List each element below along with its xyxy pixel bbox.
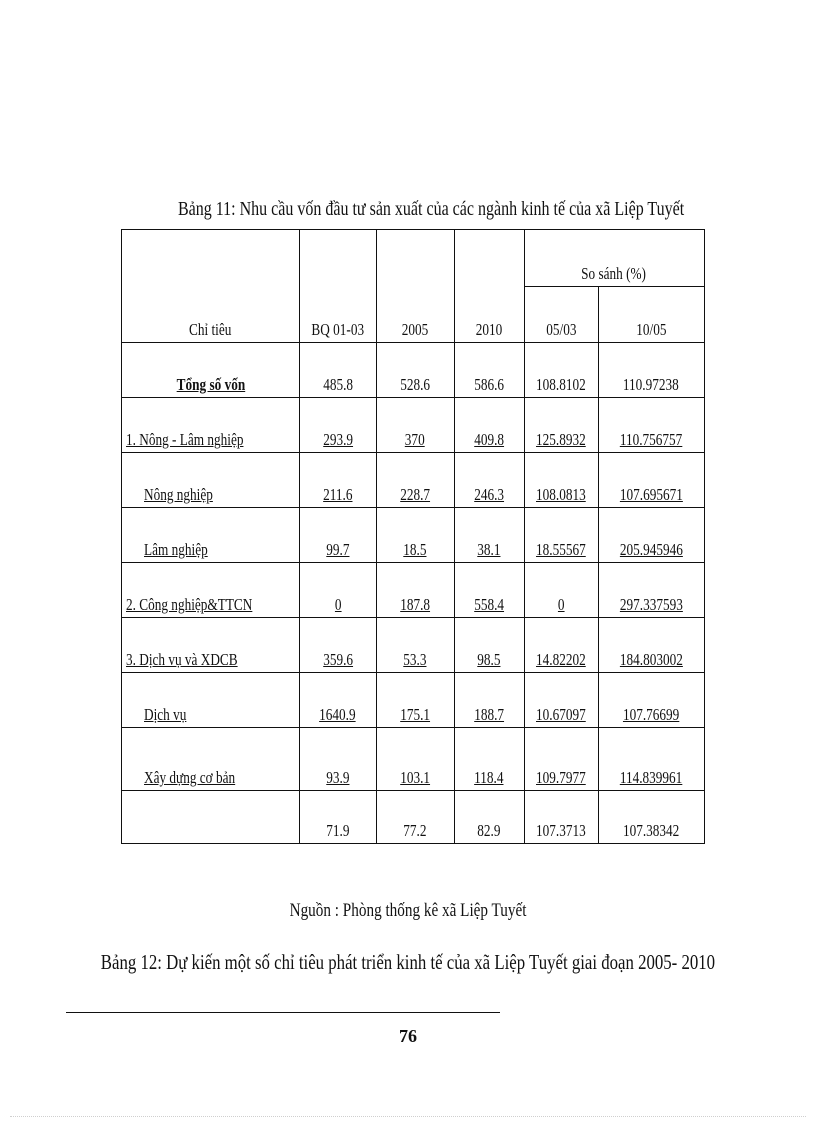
- table-12-title: Bảng 12: Dự kiến một số chỉ tiêu phát triển kinh tế của xã Liệp Tuyết giai đoạn 2005- 2010: [100, 950, 716, 974]
- header-col-3: 2010: [454, 230, 524, 343]
- table-row: 3. Dịch vụ và XDCB 359.6 53.3 98.5 14.82202 184.803002: [122, 618, 705, 673]
- row-label: Tổng số vốn: [176, 375, 245, 394]
- page-number: 76: [399, 1026, 417, 1046]
- investment-table: [121, 229, 705, 844]
- source-note: Nguồn : Phòng thống kê xã Liệp Tuyết: [289, 900, 527, 921]
- header-col-2: 2005: [376, 230, 454, 343]
- page-bottom-border: [10, 1116, 806, 1117]
- row-label: 2. Công nghiệp&TTCN: [126, 595, 253, 614]
- table-row: 71.9 77.2 82.9 107.3713 107.38342: [122, 791, 705, 844]
- header-compare-1: 05/03: [524, 287, 598, 343]
- row-label: 1. Nông - Lâm nghiệp: [126, 430, 244, 449]
- row-label: Dịch vụ: [144, 705, 187, 724]
- table-row: 1. Nông - Lâm nghiệp 293.9 370 409.8 125.8932 110.756757: [122, 398, 705, 453]
- table-row: Nông nghiệp 211.6 228.7 246.3 108.0813 107.695671: [122, 453, 705, 508]
- footnote-rule: [66, 1012, 500, 1013]
- row-label: Nông nghiệp: [144, 485, 213, 504]
- header-label-cell: [122, 230, 300, 343]
- header-col-1: BQ 01-03: [300, 230, 377, 343]
- header-compare-group: So sánh (%): [524, 230, 704, 287]
- header-compare-2: 10/05: [598, 287, 704, 343]
- row-label: Xây dựng cơ bản: [144, 768, 236, 787]
- row-label: Lâm nghiệp: [144, 540, 208, 559]
- row-label: 3. Dịch vụ và XDCB: [126, 650, 238, 669]
- table-row: Dịch vụ 1640.9 175.1 188.7 10.67097 107.76699: [122, 673, 705, 728]
- table-row: 2. Công nghiệp&TTCN 0 187.8 558.4 0 297.337593: [122, 563, 705, 618]
- table-row: Xây dựng cơ bản 93.9 103.1 118.4 109.7977 114.839961: [122, 728, 705, 791]
- table-row-total: Tổng số vốn 485.8 528.6 586.6 108.8102 110.97238: [122, 343, 705, 398]
- header-label: Chỉ tiêu: [189, 320, 232, 339]
- table-row: Lâm nghiệp 99.7 18.5 38.1 18.55567 205.945946: [122, 508, 705, 563]
- header-row-1: [122, 230, 705, 287]
- table-11-title: Bảng 11: Nhu cầu vốn đầu tư sản xuất của các ngành kinh tế của xã Liệp Tuyết: [178, 198, 685, 220]
